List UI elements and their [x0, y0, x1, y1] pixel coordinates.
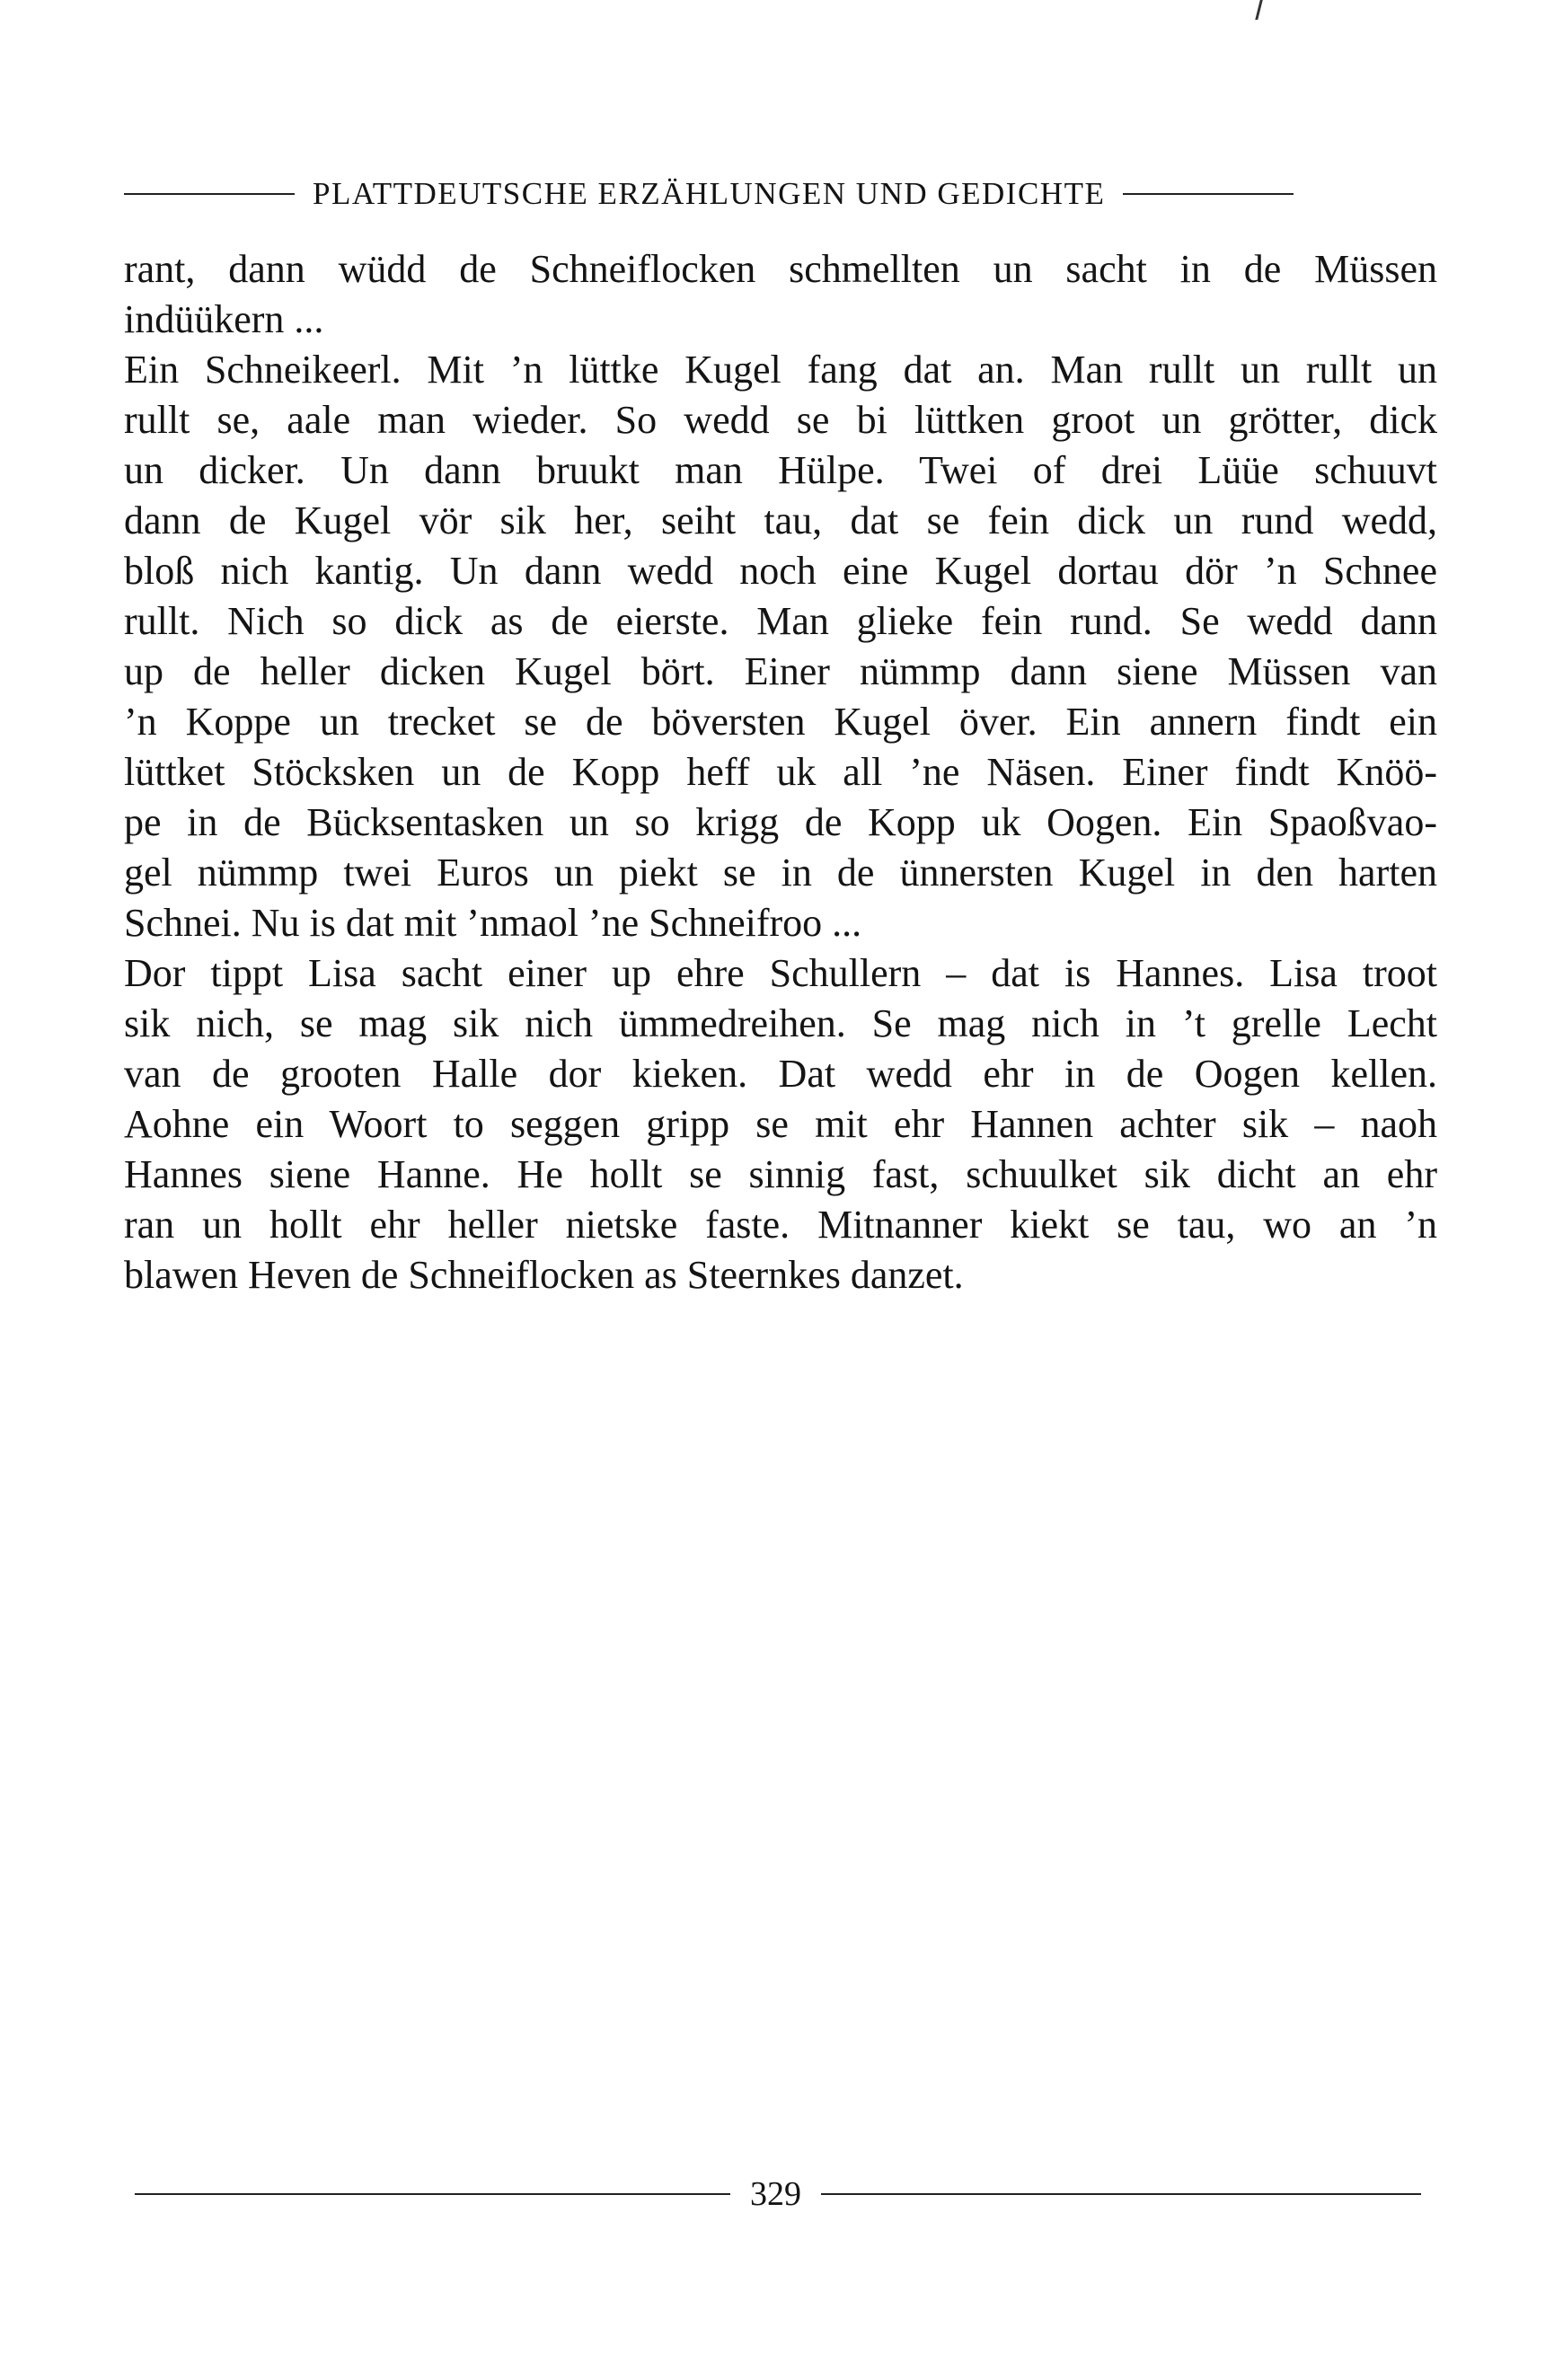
body-text: [124, 244, 1437, 1300]
header-rule-right: [1123, 193, 1294, 195]
corner-scan-mark: [1255, 0, 1262, 20]
footer-rule-left: [135, 2193, 730, 2195]
text-line: un dicker. Un dann bruukt man Hülpe. Twei of drei Lüüe schuuvt: [124, 448, 1437, 492]
text-line: indüükern ...: [124, 297, 324, 341]
page-footer: [135, 2172, 1442, 2217]
text-line: bloß nich kantig. Un dann wedd noch eine Kugel dortau dör ’n Schnee: [124, 549, 1437, 593]
text-line: Aohne ein Woort to seggen gripp se mit ehr Hannen achter sik – naoh: [124, 1102, 1437, 1146]
header-rule-left: [124, 193, 295, 195]
text-line: rullt. Nich so dick as de eierste. Man glieke fein rund. Se wedd dann: [124, 599, 1437, 643]
text-line: Schnei. Nu is dat mit ’nmaol ’ne Schneifroo ...: [124, 901, 862, 945]
running-header: [124, 174, 1437, 214]
page-number: 329: [750, 2175, 801, 2213]
text-line: blawen Heven de Schneiflocken as Steernkes danzet.: [124, 1253, 964, 1297]
text-line: ran un hollt ehr heller nietske faste. Mitnanner kiekt se tau, wo an ’n: [124, 1203, 1437, 1247]
text-line: Hannes siene Hanne. He hollt se sinnig fast, schuulket sik dicht an ehr: [124, 1152, 1437, 1196]
text-line: gel nümmp twei Euros un piekt se in de ünnersten Kugel in den harten: [124, 851, 1437, 895]
text-line: Dor tippt Lisa sacht einer up ehre Schullern – dat is Hannes. Lisa troot: [124, 951, 1437, 995]
text-line: rant, dann wüdd de Schneiflocken schmellten un sacht in de Müssen: [124, 247, 1437, 291]
text-line: ’n Koppe un trecket se de böversten Kugel över. Ein annern findt ein: [124, 700, 1437, 744]
text-line: van de grooten Halle dor kieken. Dat wedd ehr in de Oogen kellen.: [124, 1052, 1437, 1096]
text-line: rullt se, aale man wieder. So wedd se bi lüttken groot un grötter, dick: [124, 398, 1437, 442]
text-line: lüttket Stöcksken un de Kopp heff uk all ’ne Näsen. Einer findt Knöö-: [124, 750, 1437, 794]
text-line: dann de Kugel vör sik her, seiht tau, dat se fein dick un rund wedd,: [124, 498, 1437, 542]
text-line: up de heller dicken Kugel bört. Einer nümmp dann siene Müssen van: [124, 649, 1437, 693]
text-line: pe in de Bücksentasken un so krigg de Kopp uk Oogen. Ein Spaoßvao-: [124, 800, 1437, 844]
footer-rule-right: [821, 2193, 1421, 2195]
running-header-title: PLATTDEUTSCHE ERZÄHLUNGEN UND GEDICHTE: [313, 176, 1106, 211]
text-line: Ein Schneikeerl. Mit ’n lüttke Kugel fang dat an. Man rullt un rullt un: [124, 348, 1437, 392]
text-line: sik nich, se mag sik nich ümmedreihen. Se mag nich in ’t grelle Lecht: [124, 1001, 1437, 1045]
